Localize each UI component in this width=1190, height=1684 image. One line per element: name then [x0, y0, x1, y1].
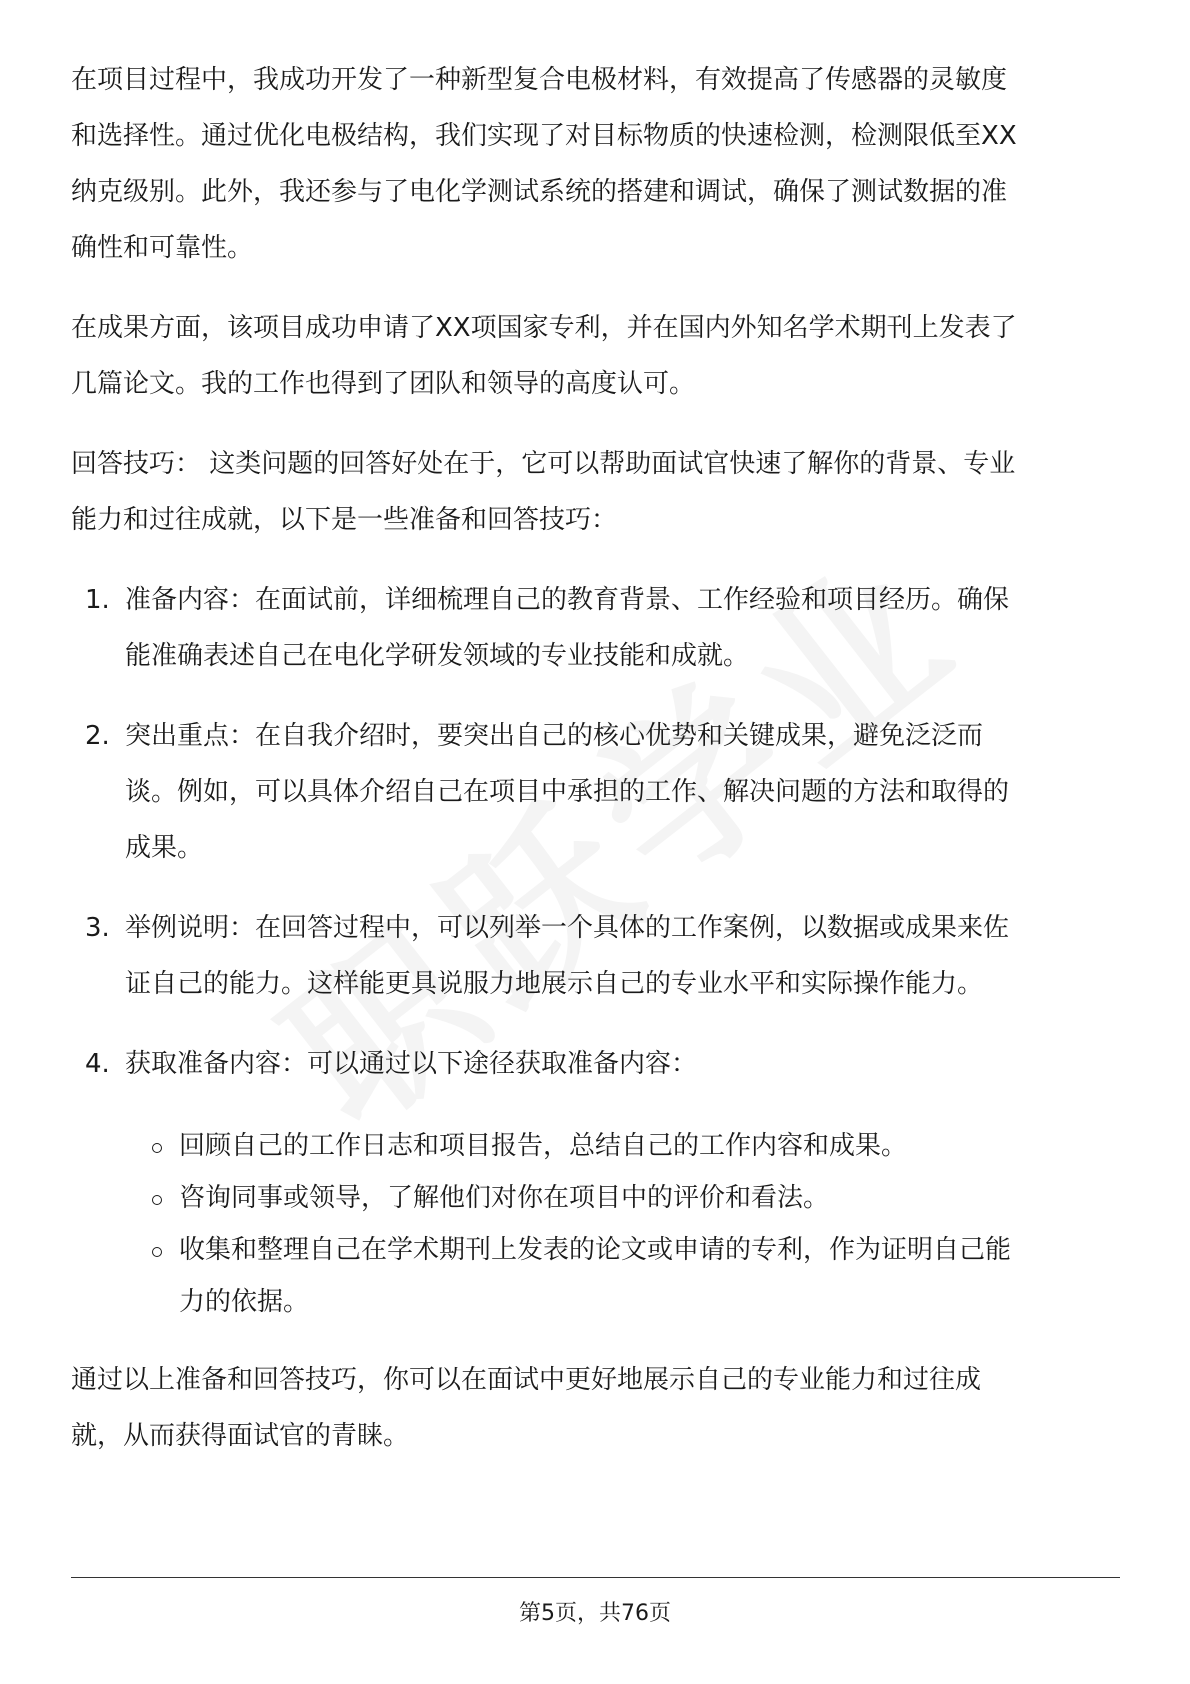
text-line: 回顾自己的工作日志和项目报告，总结自己的工作内容和成果。 [179, 1131, 908, 1161]
list-number: 1. [85, 585, 110, 615]
list-number: 3. [85, 913, 110, 943]
text-line: 和选择性。通过优化电极结构，我们实现了对目标物质的快速检测，检测限低至XX [71, 121, 1017, 151]
text-line: 咨询同事或领导，了解他们对你在项目中的评价和看法。 [179, 1183, 830, 1213]
footer-divider [71, 1577, 1120, 1578]
paragraph-answer-tips [71, 436, 1121, 548]
bullet-list [71, 1116, 1121, 1328]
text-line: 回答技巧： 这类问题的回答好处在于，它可以帮助面试官快速了解你的背景、专业 [71, 449, 1016, 479]
text-line: 通过以上准备和回答技巧，你可以在面试中更好地展示自己的专业能力和过往成 [71, 1365, 982, 1395]
document-body [71, 52, 1121, 1488]
text-line: 能力和过往成就，以下是一些准备和回答技巧： [71, 505, 618, 535]
list-number: 4. [85, 1049, 110, 1079]
text-line: 成果。 [125, 833, 204, 863]
text-line: 谈。例如，可以具体介绍自己在项目中承担的工作、解决问题的方法和取得的 [125, 777, 1010, 807]
text-line: 确性和可靠性。 [71, 233, 254, 263]
paragraph-closing [71, 1352, 1121, 1464]
text-line: 证自己的能力。这样能更具说服力地展示自己的专业水平和实际操作能力。 [125, 969, 984, 999]
text-line: 在项目过程中，我成功开发了一种新型复合电极材料，有效提高了传感器的灵敏度 [71, 65, 1008, 95]
bullet-item-2 [71, 1172, 1121, 1224]
list-item-3 [71, 900, 1121, 1012]
text-line: 收集和整理自己在学术期刊上发表的论文或申请的专利，作为证明自己能 [179, 1235, 1012, 1265]
list-item-1 [71, 572, 1121, 684]
text-line: 突出重点：在自我介绍时，要突出自己的核心优势和关键成果，避免泛泛而 [125, 721, 984, 751]
bullet-item-1 [71, 1120, 1121, 1172]
hollow-bullet-icon [152, 1143, 162, 1153]
text-line: 力的依据。 [179, 1287, 310, 1317]
text-line: 在成果方面，该项目成功申请了XX项国家专利，并在国内外知名学术期刊上发表了 [71, 313, 1017, 343]
text-line: 举例说明：在回答过程中，可以列举一个具体的工作案例，以数据或成果来佐 [125, 913, 1010, 943]
hollow-bullet-icon [152, 1247, 162, 1257]
paragraph-project-process [71, 52, 1121, 276]
text-line: 准备内容：在面试前，详细梳理自己的教育背景、工作经验和项目经历。确保 [125, 585, 1010, 615]
text-line: 获取准备内容：可以通过以下途径获取准备内容： [125, 1049, 698, 1079]
text-line: 能准确表述自己在电化学研发领域的专业技能和成就。 [125, 641, 750, 671]
list-item-4 [71, 1036, 1121, 1092]
list-item-2 [71, 708, 1121, 876]
bullet-item-3 [71, 1224, 1121, 1328]
text-line: 就，从而获得面试官的青睐。 [71, 1421, 410, 1451]
hollow-bullet-icon [152, 1195, 162, 1205]
page-number: 第5页，共76页 [519, 1601, 671, 1626]
text-line: 纳克级别。此外，我还参与了电化学测试系统的搭建和调试，确保了测试数据的准 [71, 177, 1008, 207]
text-line: 几篇论文。我的工作也得到了团队和领导的高度认可。 [71, 369, 696, 399]
paragraph-achievements [71, 300, 1121, 412]
list-number: 2. [85, 721, 110, 751]
